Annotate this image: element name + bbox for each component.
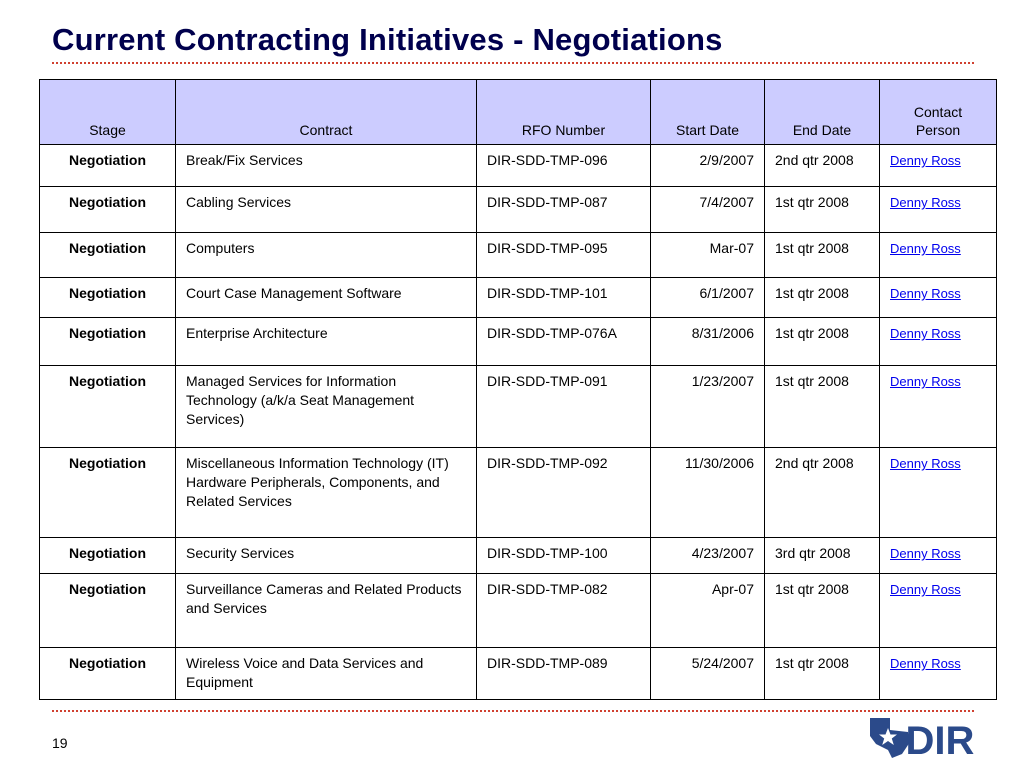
cell-start-date: 4/23/2007 (651, 538, 765, 574)
cell-start-date: Apr-07 (651, 574, 765, 648)
header-end-date: End Date (765, 80, 880, 145)
cell-start-date: 7/4/2007 (651, 187, 765, 233)
cell-stage: Negotiation (40, 318, 176, 366)
cell-rfo-number: DIR-SDD-TMP-091 (477, 366, 651, 448)
cell-contract: Computers (176, 233, 477, 278)
contact-link[interactable]: Denny Ross (890, 326, 961, 341)
cell-stage: Negotiation (40, 574, 176, 648)
cell-rfo-number: DIR-SDD-TMP-089 (477, 648, 651, 700)
cell-stage: Negotiation (40, 448, 176, 538)
cell-start-date: 8/31/2006 (651, 318, 765, 366)
cell-contract: Security Services (176, 538, 477, 574)
cell-end-date: 1st qtr 2008 (765, 318, 880, 366)
cell-contact (880, 648, 997, 700)
cell-contact (880, 278, 997, 318)
cell-contract: Miscellaneous Information Technology (IT) Hardware Peripherals, Components, and Related Services (176, 448, 477, 538)
dir-logo (868, 714, 974, 760)
cell-end-date: 1st qtr 2008 (765, 278, 880, 318)
cell-end-date: 2nd qtr 2008 (765, 145, 880, 187)
cell-contract: Surveillance Cameras and Related Products and Services (176, 574, 477, 648)
cell-start-date: 6/1/2007 (651, 278, 765, 318)
header-contact-person: Contact Person (880, 80, 997, 145)
cell-start-date: 11/30/2006 (651, 448, 765, 538)
cell-start-date: 2/9/2007 (651, 145, 765, 187)
cell-start-date: 1/23/2007 (651, 366, 765, 448)
contact-link[interactable]: Denny Ross (890, 374, 961, 389)
contact-link[interactable]: Denny Ross (890, 546, 961, 561)
cell-start-date: Mar-07 (651, 233, 765, 278)
page-number: 19 (52, 735, 68, 751)
cell-contact (880, 233, 997, 278)
cell-stage: Negotiation (40, 278, 176, 318)
cell-rfo-number: DIR-SDD-TMP-076A (477, 318, 651, 366)
cell-end-date: 1st qtr 2008 (765, 187, 880, 233)
table-row (40, 145, 997, 187)
table-row (40, 233, 997, 278)
cell-contact (880, 187, 997, 233)
cell-stage: Negotiation (40, 145, 176, 187)
cell-end-date: 2nd qtr 2008 (765, 448, 880, 538)
texas-star-icon (870, 718, 910, 758)
contact-link[interactable]: Denny Ross (890, 456, 961, 471)
table-row (40, 648, 997, 700)
cell-contact (880, 538, 997, 574)
cell-end-date: 1st qtr 2008 (765, 574, 880, 648)
cell-rfo-number: DIR-SDD-TMP-096 (477, 145, 651, 187)
negotiations-table (39, 79, 997, 700)
cell-contact (880, 318, 997, 366)
cell-contact (880, 366, 997, 448)
header-stage: Stage (40, 80, 176, 145)
header-start-date: Start Date (651, 80, 765, 145)
cell-rfo-number: DIR-SDD-TMP-101 (477, 278, 651, 318)
cell-contact (880, 448, 997, 538)
cell-end-date: 1st qtr 2008 (765, 366, 880, 448)
contact-link[interactable]: Denny Ross (890, 241, 961, 256)
cell-contract: Court Case Management Software (176, 278, 477, 318)
cell-end-date: 1st qtr 2008 (765, 233, 880, 278)
table-row (40, 187, 997, 233)
table-row (40, 574, 997, 648)
cell-contract: Managed Services for Information Technology (a/k/a Seat Management Services) (176, 366, 477, 448)
cell-stage: Negotiation (40, 187, 176, 233)
cell-stage: Negotiation (40, 648, 176, 700)
title-divider (52, 62, 974, 64)
header-contract: Contract (176, 80, 477, 145)
cell-contract: Enterprise Architecture (176, 318, 477, 366)
header-rfo-number: RFO Number (477, 80, 651, 145)
cell-stage: Negotiation (40, 233, 176, 278)
table-row (40, 448, 997, 538)
table-row (40, 278, 997, 318)
cell-rfo-number: DIR-SDD-TMP-095 (477, 233, 651, 278)
cell-end-date: 1st qtr 2008 (765, 648, 880, 700)
cell-stage: Negotiation (40, 366, 176, 448)
cell-contract: Cabling Services (176, 187, 477, 233)
cell-rfo-number: DIR-SDD-TMP-092 (477, 448, 651, 538)
cell-rfo-number: DIR-SDD-TMP-082 (477, 574, 651, 648)
table-row (40, 318, 997, 366)
table-row (40, 366, 997, 448)
footer-divider (52, 710, 974, 712)
cell-contact (880, 145, 997, 187)
contact-link[interactable]: Denny Ross (890, 582, 961, 597)
table-header-row (40, 80, 997, 145)
cell-start-date: 5/24/2007 (651, 648, 765, 700)
cell-contract: Wireless Voice and Data Services and Equipment (176, 648, 477, 700)
cell-stage: Negotiation (40, 538, 176, 574)
cell-contact (880, 574, 997, 648)
logo-text: DIR (905, 719, 974, 760)
contact-link[interactable]: Denny Ross (890, 195, 961, 210)
table-row (40, 538, 997, 574)
cell-rfo-number: DIR-SDD-TMP-087 (477, 187, 651, 233)
cell-rfo-number: DIR-SDD-TMP-100 (477, 538, 651, 574)
contact-link[interactable]: Denny Ross (890, 286, 961, 301)
cell-contract: Break/Fix Services (176, 145, 477, 187)
contact-link[interactable]: Denny Ross (890, 656, 961, 671)
cell-end-date: 3rd qtr 2008 (765, 538, 880, 574)
slide-title: Current Contracting Initiatives - Negotiations (52, 22, 723, 57)
contact-link[interactable]: Denny Ross (890, 153, 961, 168)
